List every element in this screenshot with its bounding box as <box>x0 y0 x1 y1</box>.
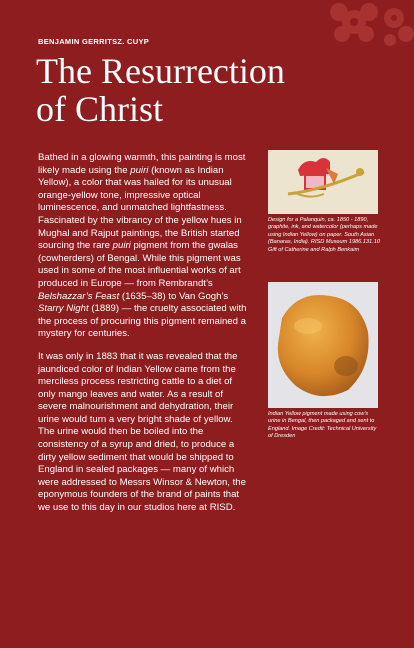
paragraph-1-text: (1635–38) to Van Gogh’s <box>119 290 229 302</box>
pigment-ball-illustration <box>268 282 378 408</box>
paragraph-1 <box>38 152 248 341</box>
paragraph-1-text: (1889) — the cruelty associated with the process of procuring this pigment remained a mystery for centuries. <box>38 303 247 340</box>
paragraph-1-text: Bathed in a glowing warmth, this painting is most likely made using the <box>38 152 246 176</box>
palanquin-illustration <box>268 150 378 214</box>
artwork-title: Starry Night <box>38 303 89 315</box>
figure-caption-2: Indian Yellow pigment made using cow’s urine in Bengal, then packaged and sent to England. Image Credit: Technical University of Dresden <box>268 411 377 440</box>
artist-name: BENJAMIN GERRITSZ. CUYP <box>38 37 150 46</box>
title-line-1: The Resurrection <box>36 51 285 91</box>
paragraph-1-text: pigment from the gwalas (cowherders) of Bengal. While this pigment was used in some of the most influential works of art produced in Europe — from Rembrandt’s <box>38 240 241 289</box>
page-title <box>36 52 376 128</box>
figure-caption-1: Design for a Palanquin, ca. 1850 - 1890, graphite, ink, and watercolor (perhaps made using Indian Yellow) on paper. South Asian (Banaras, India). RISD Museum 1986.131.10 Gift of Catherine and Ralph Benkaim <box>268 217 380 253</box>
title-line-2: of Christ <box>36 89 164 129</box>
artwork-title: Belshazzar’s Feast <box>38 290 120 302</box>
paragraph-2: It was only in 1883 that it was revealed that the jaundiced color of Indian Yellow came from the merciless process restricting cattle to a diet of only mango leaves and water. As a result of severe malnourishment and dehydration, their urine would turn a very bright shade of yellow. The urine would then be boiled into the consistency of a syrup and dried, to produce a dirty yellow sediment that would be shipped to England in sealed packages — many of which were addressed to Messrs Winsor & Newton, the eponymous founders of the brand of paints that we use to this day in our studios here at RISD. <box>38 350 246 514</box>
indian-yellow-pigment-image <box>268 282 378 408</box>
italic-term: puiri <box>112 240 131 252</box>
italic-term: puiri <box>130 164 149 176</box>
body-text <box>38 152 248 525</box>
paragraph-1-text: (known as Indian Yellow), a color that was hailed for its unusual orange-yellow tone, impressive optical luminescence, and unmatched lightfastness. Fascinated by the vibrancy of the yellow hues in Mughal and Rajput paintings, the British started sourcing the rare <box>38 164 242 252</box>
floral-ornament-icon <box>294 0 414 60</box>
palanquin-design-image <box>268 150 378 214</box>
